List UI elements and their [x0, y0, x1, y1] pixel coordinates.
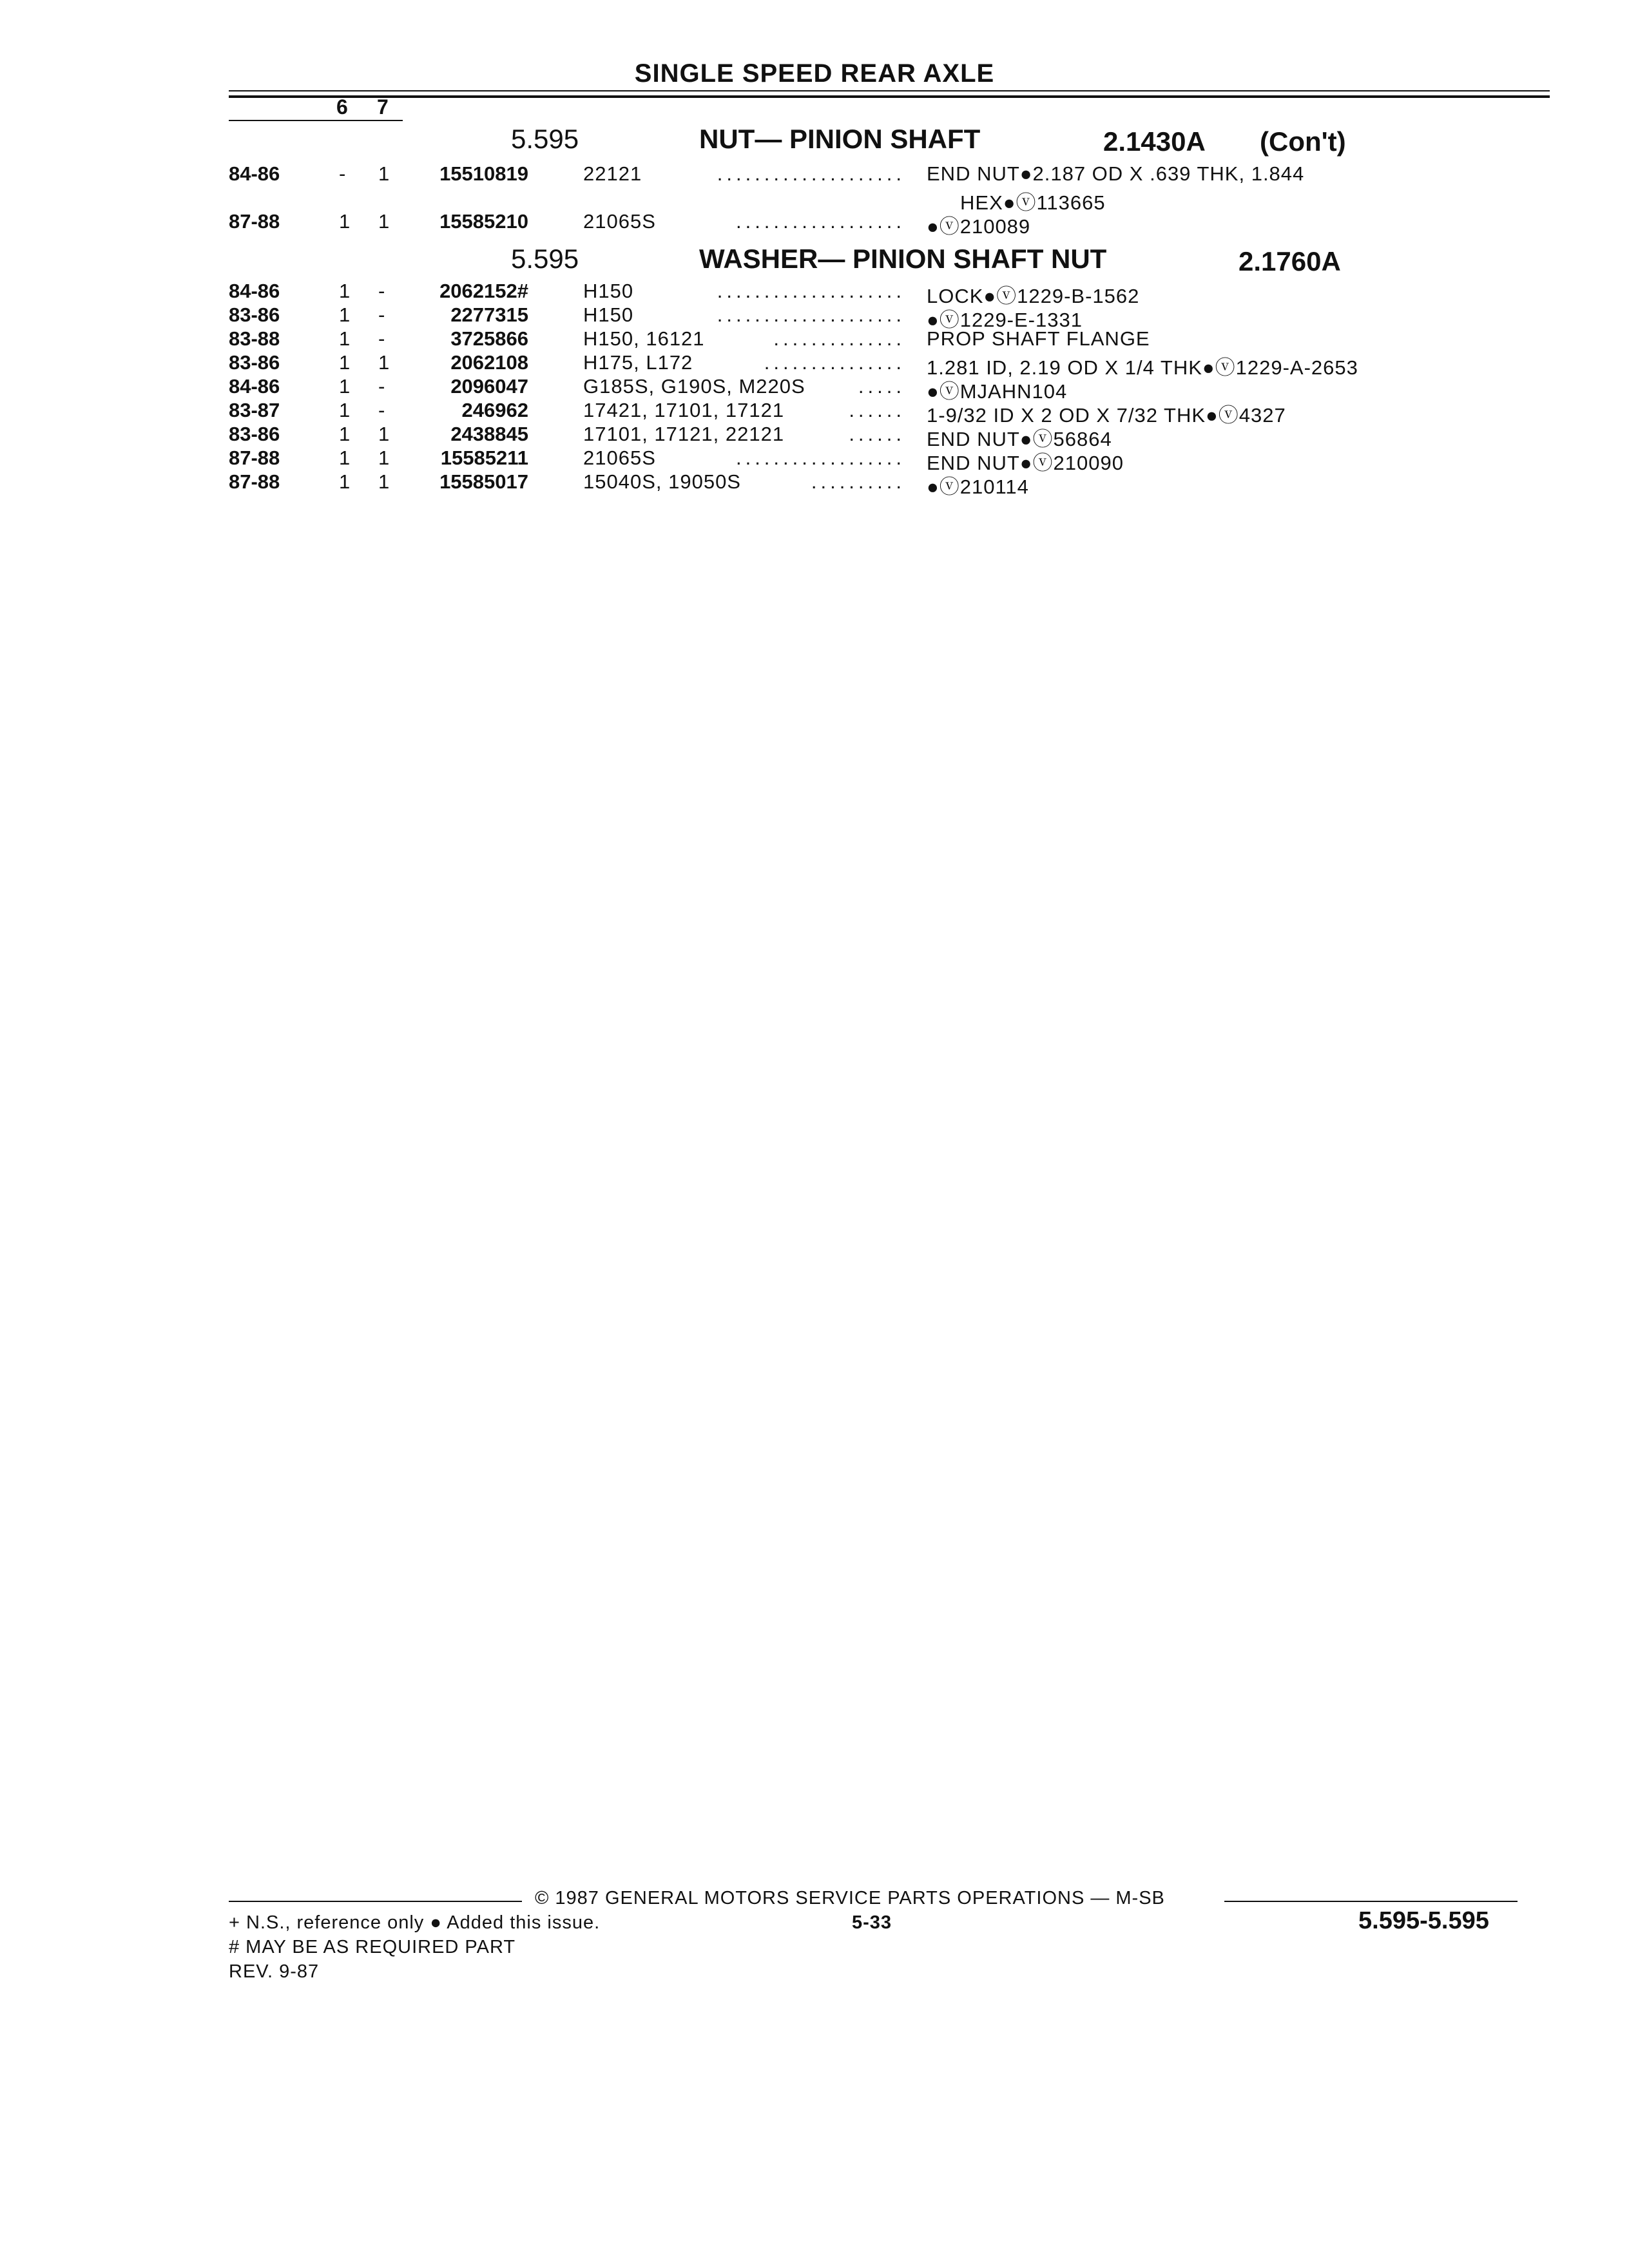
table-row: [0, 399, 1629, 427]
row-models: H175, L172: [583, 351, 693, 374]
row-models: 17101, 17121, 22121: [583, 423, 785, 445]
row-years: 87-88: [229, 210, 280, 233]
row-models: 17421, 17101, 17121: [583, 399, 785, 421]
row-leader-dots: ..................: [735, 447, 905, 469]
row-leader-dots: ......: [849, 399, 905, 421]
row-part-number: 2062152#: [439, 280, 528, 302]
footer-rule-left: [229, 1901, 522, 1902]
row-years: 87-88: [229, 447, 280, 469]
row-description: LOCK●ⓥ1229-B-1562: [927, 285, 1140, 307]
row-qty-7: -: [378, 327, 385, 350]
row-years: 84-86: [229, 280, 280, 302]
row-description: ●ⓥ1229-E-1331: [927, 309, 1083, 331]
row-years: 84-86: [229, 375, 280, 398]
row-qty-7: 1: [378, 210, 390, 233]
row-models: H150: [583, 280, 634, 302]
column-header-6: 6: [336, 95, 348, 119]
row-models: G185S, G190S, M220S: [583, 375, 805, 398]
row-qty-6: 1: [339, 280, 351, 302]
row-qty-7: 1: [378, 423, 390, 445]
row-part-number: 15510819: [439, 162, 528, 185]
row-part-number: 15585017: [439, 470, 528, 493]
row-leader-dots: ..................: [735, 210, 905, 233]
row-qty-7: -: [378, 303, 385, 326]
row-years: 83-86: [229, 351, 280, 374]
row-years: 83-86: [229, 303, 280, 326]
row-description: 1.281 ID, 2.19 OD X 1/4 THK●ⓥ1229-A-2653: [927, 356, 1358, 379]
row-qty-6: 1: [339, 351, 351, 374]
table-row: [0, 375, 1629, 403]
section-name: WASHER— PINION SHAFT NUT: [699, 244, 1107, 274]
row-qty-6: 1: [339, 447, 351, 469]
row-description: ●ⓥ210089: [927, 215, 1031, 238]
legend-as-required: # MAY BE AS REQUIRED PART: [229, 1937, 516, 1957]
row-qty-6: 1: [339, 375, 351, 398]
row-description: END NUT●2.187 OD X .639 THK, 1.844: [927, 162, 1305, 185]
row-description: END NUT●ⓥ210090: [927, 452, 1124, 474]
row-part-number: 3725866: [450, 327, 528, 350]
table-row: [0, 351, 1629, 379]
revision-date: REV. 9-87: [229, 1961, 320, 1982]
row-qty-6: 1: [339, 303, 351, 326]
row-qty-7: 1: [378, 447, 390, 469]
row-part-number: 2096047: [450, 375, 528, 398]
row-leader-dots: .....: [858, 375, 905, 398]
row-years: 87-88: [229, 470, 280, 493]
section-group-number: 5.595: [511, 124, 579, 154]
row-qty-7: -: [378, 280, 385, 302]
row-qty-6: 1: [339, 327, 351, 350]
table-row: [0, 303, 1629, 331]
section-code: 2.1430A: [1103, 126, 1206, 157]
header-rule-thick: [229, 95, 1550, 98]
row-models: 15040S, 19050S: [583, 470, 741, 493]
row-description: ●ⓥ210114: [927, 476, 1029, 498]
row-description: END NUT●ⓥ56864: [927, 428, 1112, 450]
page-title: SINGLE SPEED REAR AXLE: [634, 59, 995, 88]
row-qty-6: 1: [339, 423, 351, 445]
row-years: 83-87: [229, 399, 280, 421]
row-description-continued: HEX●ⓥ113665: [960, 191, 1106, 214]
row-qty-7: 1: [378, 351, 390, 374]
row-years: 84-86: [229, 162, 280, 185]
row-qty-7: -: [378, 399, 385, 421]
row-part-number: 246962: [461, 399, 528, 421]
row-models: H150, 16121: [583, 327, 705, 350]
column-header-7: 7: [377, 95, 389, 119]
table-row: [0, 280, 1629, 307]
row-leader-dots: ..........: [811, 470, 905, 493]
group-range: 5.595-5.595: [1358, 1907, 1489, 1934]
row-qty-6: 1: [339, 470, 351, 493]
legend-reference: + N.S., reference only ● Added this issue.: [229, 1912, 601, 1933]
row-models: H150: [583, 303, 634, 326]
row-leader-dots: ....................: [717, 280, 905, 302]
section-group-number: 5.595: [511, 244, 579, 274]
row-models: 21065S: [583, 447, 656, 469]
section-code: 2.1760A: [1239, 246, 1341, 276]
row-models: 21065S: [583, 210, 656, 233]
row-leader-dots: ...............: [764, 351, 905, 374]
row-models: 22121: [583, 162, 642, 185]
row-leader-dots: ....................: [717, 303, 905, 326]
row-part-number: 2062108: [450, 351, 528, 374]
row-part-number: 15585211: [440, 447, 528, 469]
row-leader-dots: ......: [849, 423, 905, 445]
row-years: 83-88: [229, 327, 280, 350]
row-qty-7: 1: [378, 162, 390, 185]
table-row: [0, 423, 1629, 450]
row-qty-7: -: [378, 375, 385, 398]
column-header-rule: [229, 120, 403, 121]
row-part-number: 2277315: [450, 303, 528, 326]
table-row: [0, 162, 1629, 186]
table-row: [0, 470, 1629, 498]
table-row: [0, 447, 1629, 474]
row-description: ●ⓥMJAHN104: [927, 380, 1068, 403]
row-qty-7: 1: [378, 470, 390, 493]
page-number: 5-33: [852, 1912, 892, 1933]
copyright-notice: © 1987 GENERAL MOTORS SERVICE PARTS OPERATIONS — M-SB: [535, 1888, 1165, 1908]
section-continued: (Con't): [1260, 126, 1346, 157]
row-description: PROP SHAFT FLANGE: [927, 327, 1150, 350]
row-part-number: 15585210: [439, 210, 528, 233]
table-row: [0, 210, 1629, 238]
row-description: 1-9/32 ID X 2 OD X 7/32 THK●ⓥ4327: [927, 404, 1286, 427]
row-qty-6: -: [339, 162, 346, 185]
row-qty-6: 1: [339, 210, 351, 233]
row-leader-dots: ..............: [773, 327, 905, 350]
header-rule-thin: [229, 90, 1550, 91]
footer-rule-right: [1224, 1901, 1518, 1902]
table-row: [0, 327, 1629, 351]
row-qty-6: 1: [339, 399, 351, 421]
section-name: NUT— PINION SHAFT: [699, 124, 981, 154]
row-leader-dots: ....................: [717, 162, 905, 185]
row-part-number: 2438845: [450, 423, 528, 445]
row-years: 83-86: [229, 423, 280, 445]
